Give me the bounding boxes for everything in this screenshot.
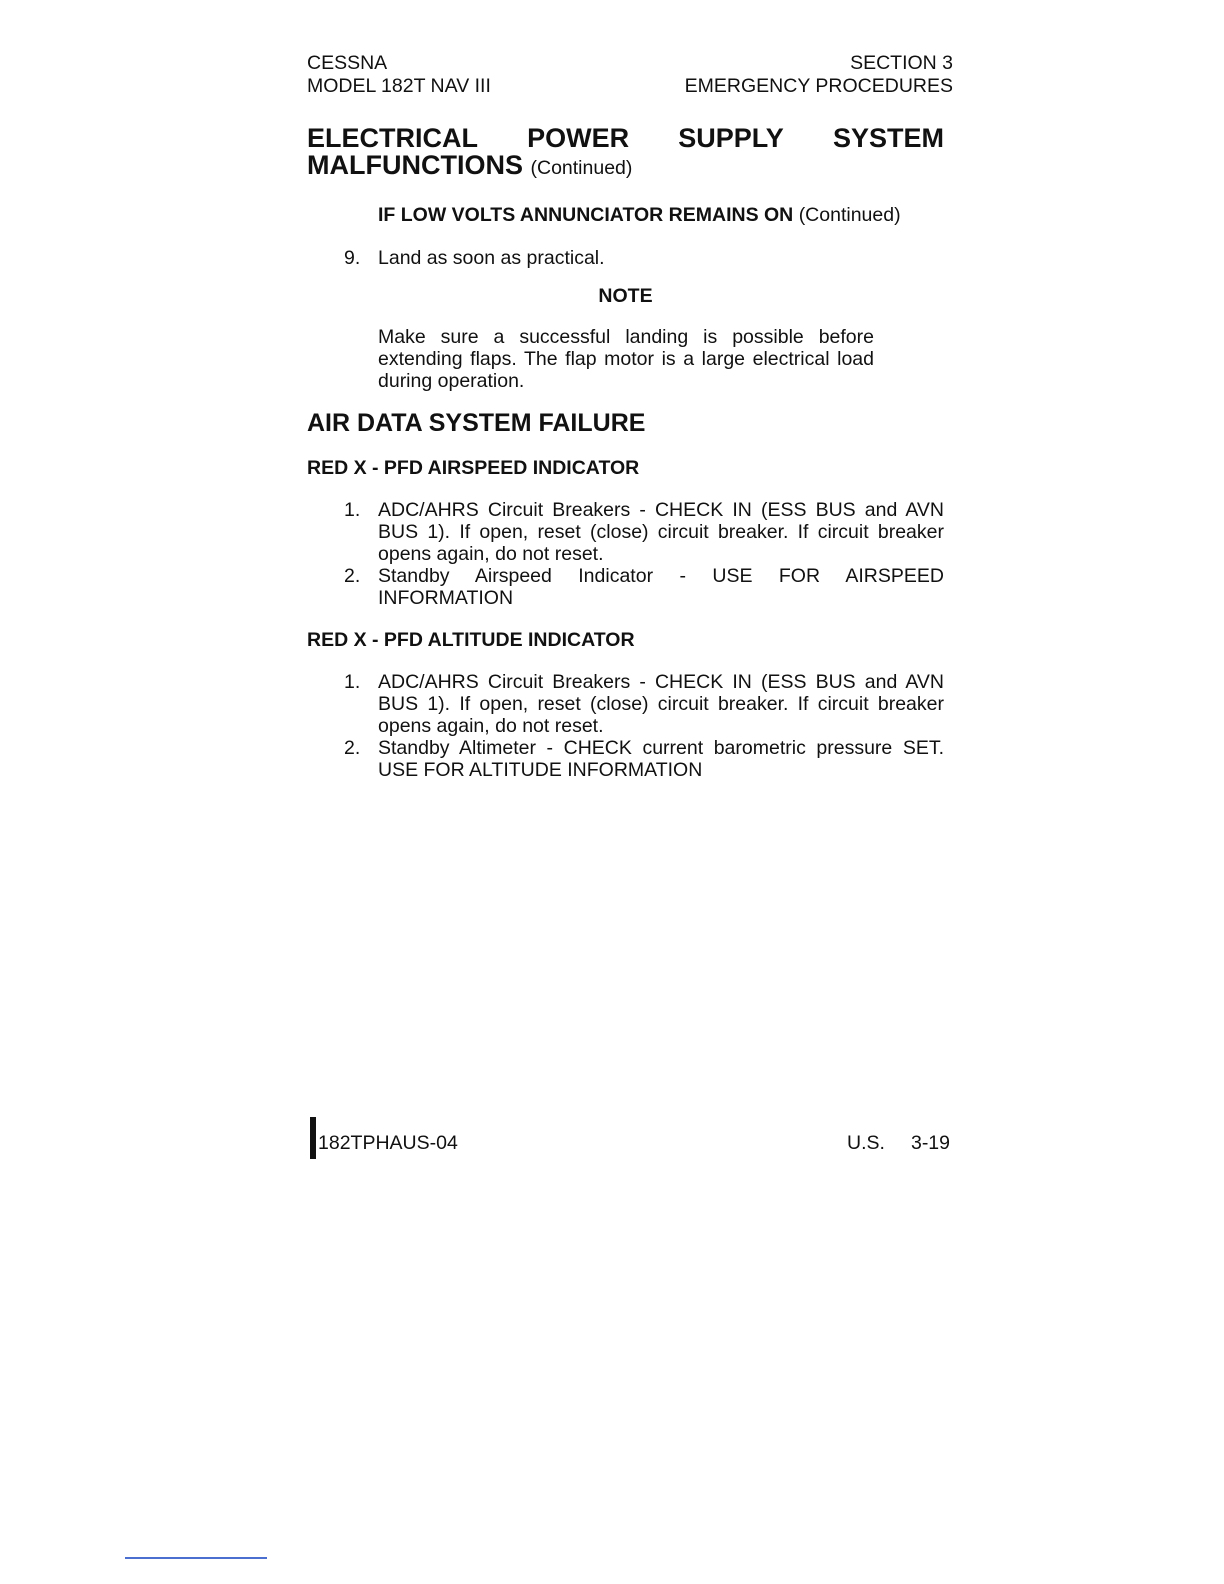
list-item bbox=[307, 671, 944, 737]
step-number: 9. bbox=[344, 247, 361, 269]
divider-line bbox=[125, 1557, 267, 1559]
continued-label: (Continued) bbox=[530, 157, 633, 179]
section-title-electrical bbox=[307, 125, 944, 182]
footer-right bbox=[847, 1132, 950, 1155]
step-number: 2. bbox=[344, 565, 361, 587]
step-text: Land as soon as practical. bbox=[378, 247, 605, 269]
note-heading: NOTE bbox=[598, 285, 653, 307]
document-page bbox=[307, 52, 953, 781]
header-manufacturer: CESSNA bbox=[307, 52, 388, 74]
subheading-low-volts bbox=[378, 204, 953, 227]
step-list bbox=[307, 499, 944, 609]
header-section: SECTION 3 bbox=[850, 52, 953, 74]
title-word: MALFUNCTIONS bbox=[307, 150, 523, 180]
header-model: MODEL 182T NAV III bbox=[307, 75, 491, 97]
step-text: ADC/AHRS Circuit Breakers - CHECK IN (ESS BUS and AVN BUS 1). If open, reset (close) circuit breaker. If circuit breaker opens again, do not reset. bbox=[378, 671, 944, 737]
section-title-line1 bbox=[307, 125, 944, 152]
subsection-title-altitude: RED X - PFD ALTITUDE INDICATOR bbox=[307, 629, 635, 651]
page-number: 3-19 bbox=[910, 1132, 950, 1154]
subsection-title-airspeed: RED X - PFD AIRSPEED INDICATOR bbox=[307, 457, 640, 479]
page-footer bbox=[310, 1117, 950, 1161]
step-number: 1. bbox=[344, 671, 361, 693]
header-left bbox=[307, 52, 491, 98]
list-item bbox=[307, 737, 944, 781]
region-label: U.S. bbox=[847, 1132, 885, 1154]
step-list bbox=[307, 671, 944, 781]
page-header bbox=[307, 52, 953, 98]
title-word: POWER bbox=[527, 123, 630, 153]
header-section-title: EMERGENCY PROCEDURES bbox=[684, 75, 953, 97]
list-item bbox=[307, 499, 944, 565]
step-number: 1. bbox=[344, 499, 361, 521]
section-title-air-data: AIR DATA SYSTEM FAILURE bbox=[307, 409, 646, 437]
list-item bbox=[307, 247, 944, 269]
document-number: 182TPHAUS-04 bbox=[318, 1132, 458, 1154]
step-text: Standby Altimeter - CHECK current barometric pressure SET. USE FOR ALTITUDE INFORMATION bbox=[378, 737, 944, 781]
subheading-continued: (Continued) bbox=[798, 204, 901, 226]
section-title-line2 bbox=[307, 152, 944, 182]
step-text: ADC/AHRS Circuit Breakers - CHECK IN (ESS BUS and AVN BUS 1). If open, reset (close) circuit breaker. If circuit breaker opens again, do not reset. bbox=[378, 499, 944, 565]
title-word: SUPPLY bbox=[678, 123, 784, 153]
title-word: SYSTEM bbox=[832, 123, 944, 153]
list-item bbox=[307, 565, 944, 609]
revision-bar bbox=[310, 1117, 316, 1159]
title-word: ELECTRICAL bbox=[307, 123, 478, 153]
note-body: Make sure a successful landing is possible before extending flaps. The flap motor is a large electrical load during operation. bbox=[378, 326, 874, 392]
step-text: Standby Airspeed Indicator - USE FOR AIRSPEED INFORMATION bbox=[378, 565, 944, 609]
header-right bbox=[685, 52, 953, 98]
step-list bbox=[307, 247, 944, 269]
step-number: 2. bbox=[344, 737, 361, 759]
subheading-bold: IF LOW VOLTS ANNUNCIATOR REMAINS ON bbox=[378, 204, 794, 226]
